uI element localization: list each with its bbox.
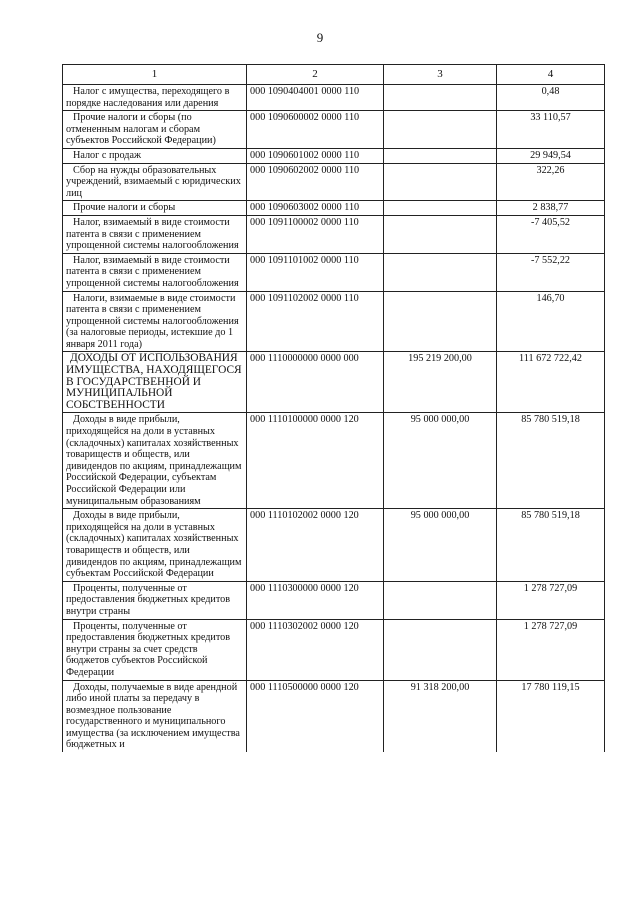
row-code-cell: 000 1090601002 0000 110 bbox=[247, 148, 384, 163]
revenue-table bbox=[62, 64, 605, 752]
row-plan-cell bbox=[384, 215, 497, 253]
column-header-2: 2 bbox=[247, 65, 384, 85]
row-actual-cell: 17 780 119,15 bbox=[497, 680, 605, 752]
row-name-cell: Налог с продаж bbox=[63, 148, 247, 163]
row-code-cell: 000 1090602002 0000 110 bbox=[247, 163, 384, 201]
row-code-cell: 000 1110102002 0000 120 bbox=[247, 509, 384, 582]
table-row bbox=[63, 201, 605, 216]
row-name-cell: Налоги, взимаемые в виде стоимости патента в связи с применением упрощенной системы налогообложения (за налоговые периоды, истекшие до 1 января 2011 года) bbox=[63, 291, 247, 352]
table-row bbox=[63, 509, 605, 582]
row-code-cell: 000 1090603002 0000 110 bbox=[247, 201, 384, 216]
row-code-cell: 000 1110500000 0000 120 bbox=[247, 680, 384, 752]
table-row bbox=[63, 111, 605, 149]
table-row bbox=[63, 352, 605, 413]
row-plan-cell bbox=[384, 291, 497, 352]
row-code-cell: 000 1091101002 0000 110 bbox=[247, 253, 384, 291]
row-actual-cell: 29 949,54 bbox=[497, 148, 605, 163]
row-name-cell: Доходы в виде прибыли, приходящейся на доли в уставных (складочных) капиталах хозяйственных товариществ и обществ, или дивидендов по акциям, принадлежащим субъектам Российской Федерации bbox=[63, 509, 247, 582]
row-code-cell: 000 1110302002 0000 120 bbox=[247, 619, 384, 680]
row-plan-cell: 195 219 200,00 bbox=[384, 352, 497, 413]
row-name-cell: Налог с имущества, переходящего в порядке наследования или дарения bbox=[63, 85, 247, 111]
row-plan-cell bbox=[384, 111, 497, 149]
row-plan-cell bbox=[384, 581, 497, 619]
row-name-cell: ДОХОДЫ ОТ ИСПОЛЬЗОВАНИЯ ИМУЩЕСТВА, НАХОДЯЩЕГОСЯ В ГОСУДАРСТВЕННОЙ И МУНИЦИПАЛЬНОЙ СОБСТВЕННОСТИ bbox=[63, 352, 247, 413]
table-header-row bbox=[63, 65, 605, 85]
row-name-cell: Налог, взимаемый в виде стоимости патента в связи с применением упрощенной системы налогообложения bbox=[63, 215, 247, 253]
row-plan-cell bbox=[384, 163, 497, 201]
row-code-cell: 000 1091100002 0000 110 bbox=[247, 215, 384, 253]
table-row bbox=[63, 619, 605, 680]
row-code-cell: 000 1110000000 0000 000 bbox=[247, 352, 384, 413]
row-name-cell: Сбор на нужды образовательных учреждений, взимаемый с юридических лиц bbox=[63, 163, 247, 201]
column-header-4: 4 bbox=[497, 65, 605, 85]
table-row bbox=[63, 291, 605, 352]
row-code-cell: 000 1110100000 0000 120 bbox=[247, 413, 384, 509]
row-name-cell: Доходы в виде прибыли, приходящейся на доли в уставных (складочных) капиталах хозяйственных товариществ и обществ, или дивидендов по акциям, принадлежащим Российской Федерации, субъектам Российской Федерации или муниципальным образованиям bbox=[63, 413, 247, 509]
table-row bbox=[63, 680, 605, 752]
table-row bbox=[63, 85, 605, 111]
row-code-cell: 000 1090600002 0000 110 bbox=[247, 111, 384, 149]
row-name-cell: Доходы, получаемые в виде арендной либо иной платы за передачу в возмездное пользование государственного и муниципального имущества (за исключением имущества бюджетных и bbox=[63, 680, 247, 752]
row-code-cell: 000 1090404001 0000 110 bbox=[247, 85, 384, 111]
table-body bbox=[63, 85, 605, 753]
row-plan-cell bbox=[384, 85, 497, 111]
row-actual-cell: 85 780 519,18 bbox=[497, 413, 605, 509]
row-actual-cell: 85 780 519,18 bbox=[497, 509, 605, 582]
row-name-cell: Проценты, полученные от предоставления бюджетных кредитов внутри страны за счет средств бюджетов субъектов Российской Федерации bbox=[63, 619, 247, 680]
page-number: 9 bbox=[316, 30, 324, 45]
row-plan-cell bbox=[384, 253, 497, 291]
row-actual-cell: 33 110,57 bbox=[497, 111, 605, 149]
row-plan-cell: 91 318 200,00 bbox=[384, 680, 497, 752]
row-code-cell: 000 1110300000 0000 120 bbox=[247, 581, 384, 619]
row-name-cell: Прочие налоги и сборы bbox=[63, 201, 247, 216]
row-plan-cell bbox=[384, 201, 497, 216]
row-actual-cell: -7 405,52 bbox=[497, 215, 605, 253]
row-name-cell: Налог, взимаемый в виде стоимости патента в связи с применением упрощенной системы налогообложения bbox=[63, 253, 247, 291]
row-actual-cell: 1 278 727,09 bbox=[497, 581, 605, 619]
column-header-3: 3 bbox=[384, 65, 497, 85]
row-actual-cell: -7 552,22 bbox=[497, 253, 605, 291]
row-name-cell: Проценты, полученные от предоставления бюджетных кредитов внутри страны bbox=[63, 581, 247, 619]
row-plan-cell: 95 000 000,00 bbox=[384, 413, 497, 509]
row-actual-cell: 146,70 bbox=[497, 291, 605, 352]
row-code-cell: 000 1091102002 0000 110 bbox=[247, 291, 384, 352]
row-plan-cell bbox=[384, 619, 497, 680]
row-actual-cell: 2 838,77 bbox=[497, 201, 605, 216]
row-plan-cell: 95 000 000,00 bbox=[384, 509, 497, 582]
table-row bbox=[63, 163, 605, 201]
row-actual-cell: 111 672 722,42 bbox=[497, 352, 605, 413]
column-header-1: 1 bbox=[63, 65, 247, 85]
row-plan-cell bbox=[384, 148, 497, 163]
table-row bbox=[63, 413, 605, 509]
table-row bbox=[63, 253, 605, 291]
row-actual-cell: 1 278 727,09 bbox=[497, 619, 605, 680]
table-row bbox=[63, 148, 605, 163]
row-actual-cell: 0,48 bbox=[497, 85, 605, 111]
table-row bbox=[63, 215, 605, 253]
table-row bbox=[63, 581, 605, 619]
row-actual-cell: 322,26 bbox=[497, 163, 605, 201]
row-name-cell: Прочие налоги и сборы (по отмененным налогам и сборам субъектов Российской Федерации) bbox=[63, 111, 247, 149]
